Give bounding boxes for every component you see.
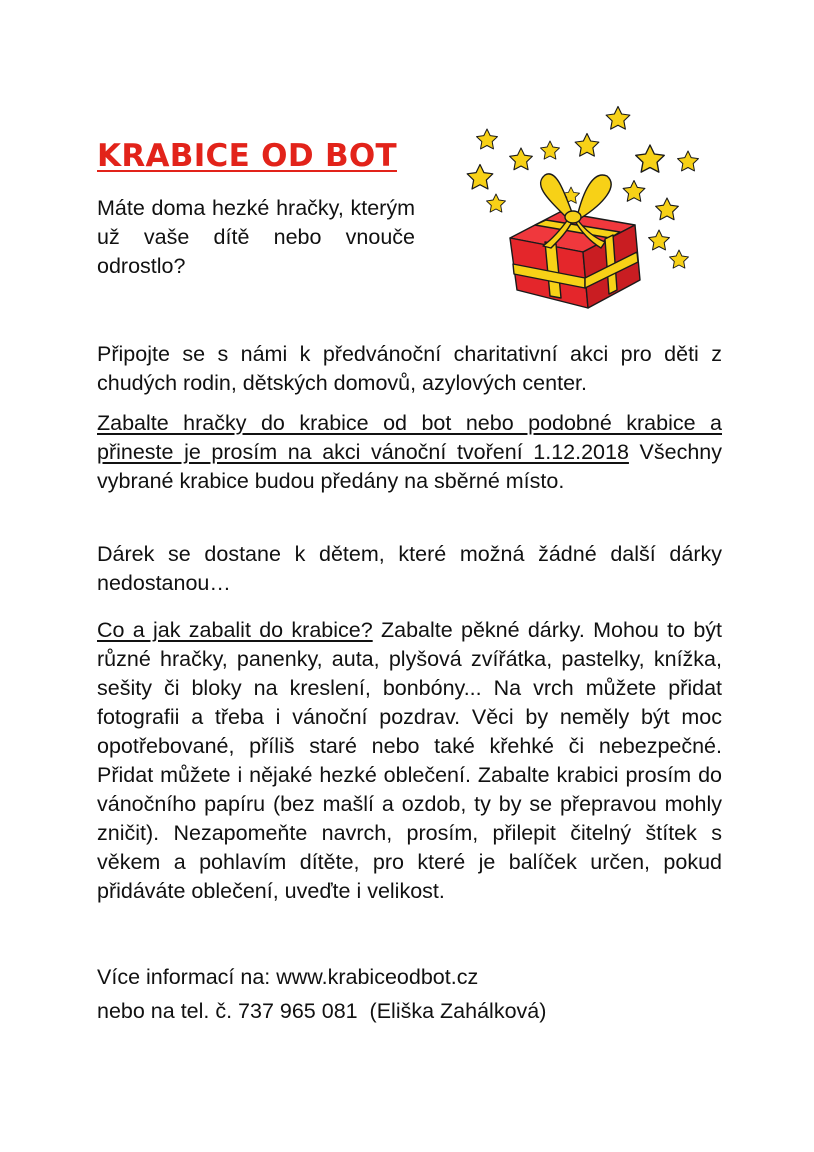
what-to-pack-question: Co a jak zabalit do krabice?: [97, 618, 373, 642]
paragraph-gift-reaches: Dárek se dostane k dětem, které možná žádné další dárky nedostanou…: [97, 542, 722, 595]
paragraph-invitation: Připojte se s námi k předvánoční charitativní akci pro děti z chudých rodin, dětských domovů, azylových center.: [97, 342, 722, 395]
what-to-pack-text: Zabalte pěkné dárky. Mohou to být různé hračky, panenky, auta, plyšová zvířátka, pastelky, knížka, sešity či bloky na kreslení, bonbóny... Na vrch můžete přidat fotografii a třeba i vánoční pozdrav. Věci by neměly být moc opotřebované, příliš staré nebo také křehké či nebezpečné. Přidat můžete i nějaké hezké oblečení. Zabalte krabici prosím do vánočního papíru (bez mašlí a ozdob, ty by se přepravou mohly zničit). Nezapomeňte navrch, prosím, přilepit čitelný štítek s věkem a pohlavím dítěte, pro které je balíček určen, pokud přidáváte oblečení, uveďte i velikost.: [97, 618, 723, 903]
gift-box-illustration: [455, 100, 725, 315]
contact-phone: nebo na tel. č. 737 965 081 (Eliška Zahálková): [97, 999, 547, 1023]
page-title: KRABICE OD BOT: [97, 138, 397, 174]
intro-question: Máte doma hezké hračky, kterým už vaše dítě nebo vnouče odrostlo?: [97, 196, 415, 278]
instructions-rest: Všechny vybrané krabice budou předány na sběrné místo.: [97, 440, 722, 493]
instructions-underlined: Zabalte hračky do krabice od bot nebo podobné krabice a přineste je prosím na akci vánoční tvoření 1.12.2018: [97, 411, 722, 464]
contact-website: Více informací na: www.krabiceodbot.cz: [97, 965, 479, 989]
paragraph-instructions: [97, 409, 722, 496]
paragraph-what-to-pack: [97, 616, 722, 906]
